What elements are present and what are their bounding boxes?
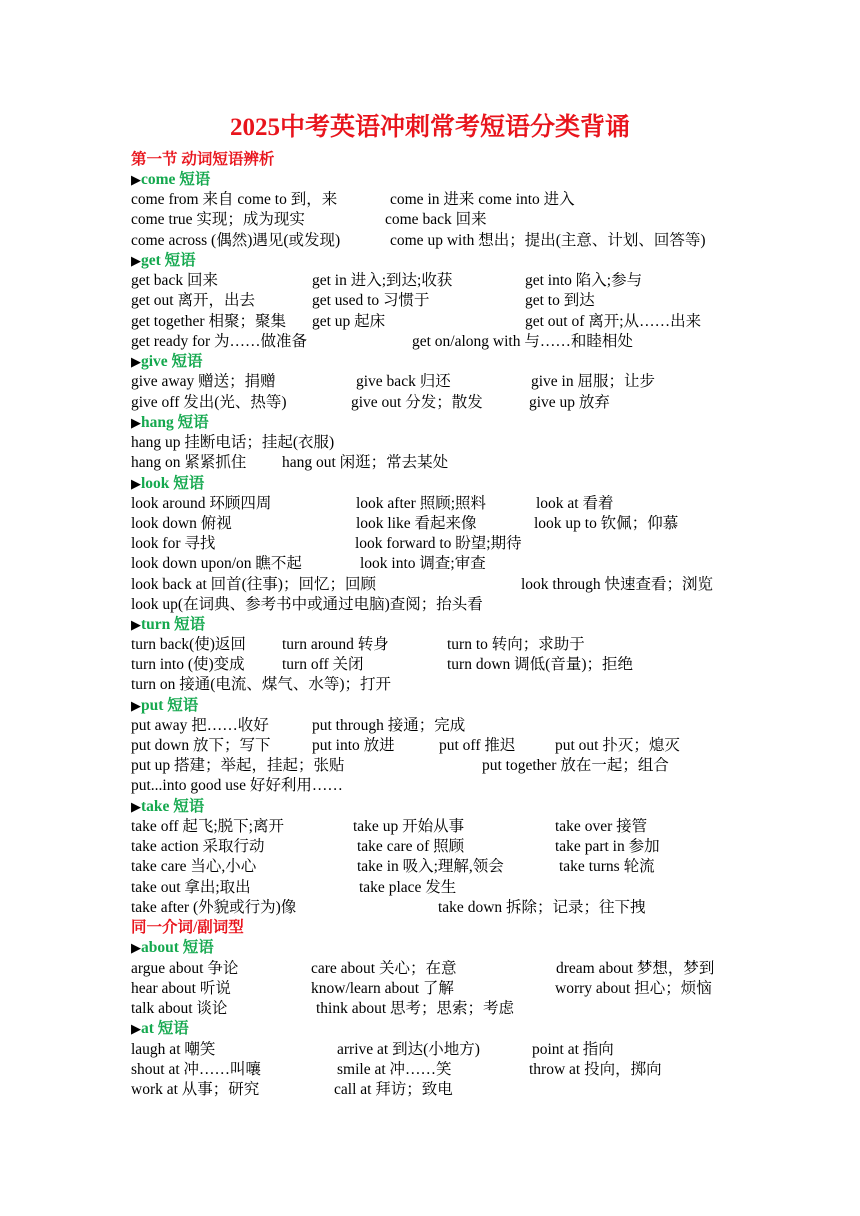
phrase-item: turn on 接通(电流、煤气、水等)；打开	[131, 676, 392, 693]
phrase-item: get to 到达	[525, 292, 595, 309]
phrase-item: come back 回来	[385, 211, 487, 228]
section-heading-preposition-adverb: 同一介词/副词型	[131, 919, 244, 936]
phrase-item: turn back(使)返回	[131, 636, 246, 653]
phrase-item: look through 快速查看；浏览	[521, 576, 714, 593]
phrase-item: shout at 冲……叫嚷	[131, 1061, 262, 1078]
phrase-item: come from 来自 come to 到，来	[131, 191, 338, 208]
phrase-item: take turns 轮流	[559, 858, 655, 875]
phrase-item: take care 当心,小心	[131, 858, 257, 875]
phrase-item: give off 发出(光、热等)	[131, 394, 287, 411]
phrase-item: call at 拜访；致电	[334, 1081, 453, 1098]
phrase-item: think about 思考；思索；考虑	[316, 1000, 515, 1017]
phrase-item: hang up 挂断电话；挂起(衣服)	[131, 434, 335, 451]
group-heading-give: ▶give 短语	[131, 353, 203, 370]
phrase-item: turn off 关闭	[282, 656, 364, 673]
triangle-bullet-icon: ▶	[131, 415, 141, 430]
triangle-bullet-icon: ▶	[131, 698, 141, 713]
section-heading-verb-phrases: 第一节 动词短语辨析	[131, 151, 275, 168]
phrase-item: get out 离开，出去	[131, 292, 255, 309]
phrase-item: look at 看着	[536, 495, 614, 512]
phrase-item: take out 拿出;取出	[131, 879, 251, 896]
phrase-item: look into 调查;审查	[360, 555, 486, 572]
phrase-item: give back 归还	[356, 373, 451, 390]
phrase-item: get used to 习惯于	[312, 292, 430, 309]
phrase-item: argue about 争论	[131, 960, 239, 977]
phrase-item: put into 放进	[312, 737, 395, 754]
phrase-item: put up 搭建；举起，挂起；张贴	[131, 757, 345, 774]
group-heading-put: ▶put 短语	[131, 697, 199, 714]
phrase-item: take down 拆除；记录；往下拽	[438, 899, 646, 916]
phrase-item: look around 环顾四周	[131, 495, 272, 512]
phrase-item: know/learn about 了解	[311, 980, 454, 997]
phrase-item: throw at 投向，掷向	[529, 1061, 662, 1078]
phrase-item: come true 实现；成为现实	[131, 211, 305, 228]
phrase-item: get together 相聚；聚集	[131, 313, 286, 330]
phrase-item: get in 进入;到达;收获	[312, 272, 453, 289]
phrase-item: smile at 冲……笑	[337, 1061, 452, 1078]
phrase-item: put off 推迟	[439, 737, 516, 754]
phrase-item: get ready for 为……做准备	[131, 333, 308, 350]
phrase-item: talk about 谈论	[131, 1000, 228, 1017]
phrase-item: work at 从事；研究	[131, 1081, 260, 1098]
phrase-item: come up with 想出；提出(主意、计划、回答等)	[390, 232, 706, 249]
phrase-item: put together 放在一起；组合	[482, 757, 669, 774]
phrase-item: get out of 离开;从……出来	[525, 313, 702, 330]
phrase-item: get on/along with 与……和睦相处	[412, 333, 633, 350]
triangle-bullet-icon: ▶	[131, 799, 141, 814]
phrase-item: look back at 回首(往事)；回忆；回顾	[131, 576, 376, 593]
phrase-item: laugh at 嘲笑	[131, 1041, 216, 1058]
phrase-item: put through 接通；完成	[312, 717, 466, 734]
phrase-item: look up to 钦佩；仰慕	[534, 515, 679, 532]
phrase-item: take after (外貌或行为)像	[131, 899, 297, 916]
group-heading-come: ▶come 短语	[131, 171, 211, 188]
phrase-item: put out 扑灭；熄灭	[555, 737, 680, 754]
phrase-item: dream about 梦想，梦到	[556, 960, 715, 977]
phrase-item: hear about 听说	[131, 980, 231, 997]
phrase-item: turn into (使)变成	[131, 656, 245, 673]
triangle-bullet-icon: ▶	[131, 476, 141, 491]
group-heading-hang: ▶hang 短语	[131, 414, 209, 431]
triangle-bullet-icon: ▶	[131, 172, 141, 187]
phrase-item: put away 把……收好	[131, 717, 269, 734]
phrase-item: look down upon/on 瞧不起	[131, 555, 302, 572]
phrase-item: take off 起飞;脱下;离开	[131, 818, 284, 835]
phrase-item: take over 接管	[555, 818, 648, 835]
phrase-item: point at 指向	[532, 1041, 614, 1058]
phrase-item: give up 放弃	[529, 394, 610, 411]
phrase-item: put down 放下；写下	[131, 737, 271, 754]
phrase-item: turn down 调低(音量)；拒绝	[447, 656, 633, 673]
triangle-bullet-icon: ▶	[131, 354, 141, 369]
phrase-item: look after 照顾;照料	[356, 495, 487, 512]
group-heading-take: ▶take 短语	[131, 798, 205, 815]
group-heading-look: ▶look 短语	[131, 475, 205, 492]
triangle-bullet-icon: ▶	[131, 253, 141, 268]
phrase-item: hang on 紧紧抓住	[131, 454, 247, 471]
phrase-item: turn around 转身	[282, 636, 389, 653]
phrase-item: care about 关心；在意	[311, 960, 457, 977]
phrase-item: hang out 闲逛；常去某处	[282, 454, 449, 471]
phrase-item: come across (偶然)遇见(或发现)	[131, 232, 341, 249]
phrase-item: turn to 转向；求助于	[447, 636, 585, 653]
phrase-item: look forward to 盼望;期待	[355, 535, 522, 552]
triangle-bullet-icon: ▶	[131, 940, 141, 955]
phrase-item: come in 进来 come into 进入	[390, 191, 575, 208]
phrase-item: take in 吸入;理解,领会	[357, 858, 504, 875]
group-heading-at: ▶at 短语	[131, 1020, 189, 1037]
phrase-item: look for 寻找	[131, 535, 216, 552]
phrase-item: give away 赠送；捐赠	[131, 373, 276, 390]
group-heading-turn: ▶turn 短语	[131, 616, 206, 633]
phrase-item: look up(在词典、参考书中或通过电脑)查阅；抬头看	[131, 596, 483, 613]
phrase-item: arrive at 到达(小地方)	[337, 1041, 480, 1058]
group-heading-about: ▶about 短语	[131, 939, 214, 956]
phrase-item: give out 分发；散发	[351, 394, 483, 411]
phrase-item: take up 开始从事	[353, 818, 465, 835]
phrase-item: worry about 担心；烦恼	[555, 980, 712, 997]
phrase-item: put...into good use 好好利用……	[131, 777, 343, 794]
phrase-item: look like 看起来像	[356, 515, 477, 532]
triangle-bullet-icon: ▶	[131, 1021, 141, 1036]
triangle-bullet-icon: ▶	[131, 617, 141, 632]
document-title: 2025中考英语冲刺常考短语分类背诵	[229, 114, 630, 141]
phrase-item: take place 发生	[359, 879, 457, 896]
phrase-item: take action 采取行动	[131, 838, 265, 855]
group-heading-get: ▶get 短语	[131, 252, 196, 269]
phrase-item: take care of 照顾	[357, 838, 465, 855]
phrase-item: give in 屈服；让步	[531, 373, 655, 390]
phrase-item: get up 起床	[312, 313, 386, 330]
phrase-item: look down 俯视	[131, 515, 232, 532]
phrase-item: get back 回来	[131, 272, 218, 289]
phrase-item: take part in 参加	[555, 838, 660, 855]
phrase-item: get into 陷入;参与	[525, 272, 643, 289]
